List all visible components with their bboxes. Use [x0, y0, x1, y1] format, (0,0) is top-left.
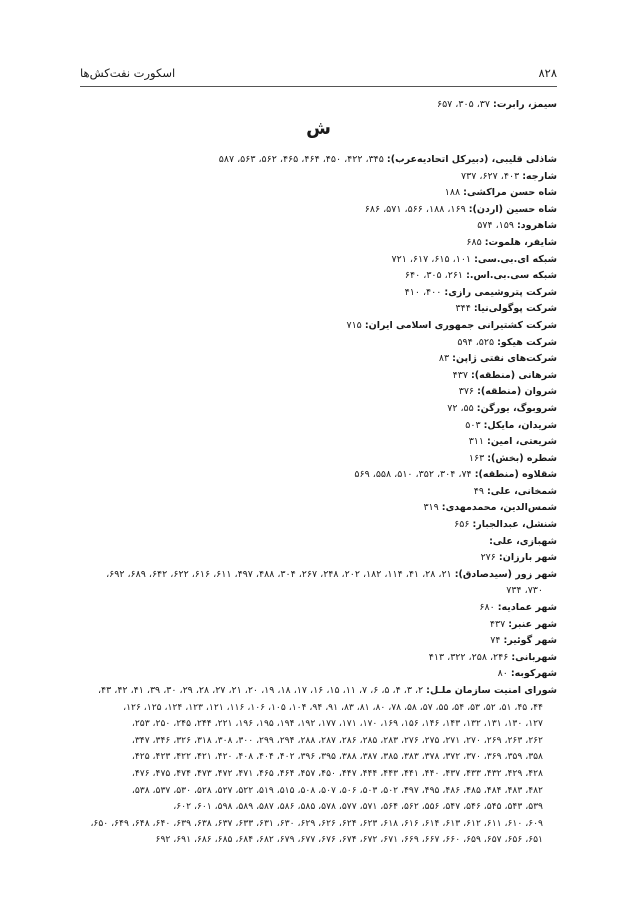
entry-continuation-line: ۴۸۲، ۴۸۳، ۴۸۴، ۴۸۵، ۴۸۶، ۴۹۵، ۴۹۷، ۵۰۲، ۵۰۳، ۵۰۶، ۵۰۷، ۵۰۸، ۵۱۵، ۵۱۹، ۵۲۲، ۵۲۷، ۵۲۸، ۵۳۰، ۵۳۷، ۵۳۸، — [131, 784, 543, 796]
entry-pages: ۱۵۹، ۵۷۴ — [477, 220, 517, 232]
entry-pages: ۲۱، ۲۸، ۴۱، ۱۱۴، ۱۸۲، ۲۰۲، ۲۴۸، ۲۶۷، ۳۰۴، ۴۸۸، ۴۹۷، ۶۱۱، ۶۱۶، ۶۲۲، ۶۴۲، ۶۸۹، ۶۹۲، — [106, 568, 455, 580]
entry-line — [80, 633, 557, 650]
entry-name: شروبوگ، یورگن: — [476, 402, 557, 414]
entry-name: شروان (منطقه): — [477, 386, 557, 398]
entry-name: شریعتی، امین: — [487, 436, 557, 448]
entry-name: شایفر، هلموت: — [484, 236, 557, 248]
entry-line — [80, 550, 557, 567]
entry-continuation-line: ۴۴، ۴۵، ۵۱، ۵۲، ۵۳، ۵۴، ۵۵، ۵۷، ۵۸، ۷۸، ۸۰، ۸۱، ۸۳، ۹۱، ۹۴، ۱۰۴، ۱۰۵، ۱۰۶، ۱۱۶، ۱۲۱، ۱۲۳، ۱۲۴، ۱۲۵، ۱۲۶، — [123, 701, 543, 713]
index-entry — [80, 218, 557, 235]
entry-pages: ۷۴ — [490, 635, 504, 647]
entry-pages: ۳۷، ۳۰۵، ۶۵۷ — [436, 99, 494, 110]
entry-pages: ۴۰۳، ۶۲۷، ۷۳۷ — [461, 170, 523, 182]
index-entry — [80, 467, 557, 484]
entry-name: شرکت پوگولی‌نیا: — [473, 303, 557, 315]
index-entry — [80, 517, 557, 534]
running-header-title: اسکورت نفت‌کش‌ها — [80, 66, 176, 80]
entry-pages: ۸۳ — [438, 353, 453, 365]
index-entry — [80, 285, 557, 302]
entry-name: شهر عمادیه: — [497, 602, 557, 614]
entry-pages: ۲۷۶ — [480, 552, 499, 564]
index-entry — [80, 268, 557, 285]
entry-continuation-line: ۴۲۸، ۴۲۹، ۴۳۲، ۴۳۳، ۴۳۷، ۴۴۰، ۴۴۱، ۴۴۳، ۴۴۴، ۴۴۷، ۴۵۰، ۴۵۷، ۴۶۴، ۴۶۵، ۴۷۱، ۴۷۲، ۴۷۳، ۴۷۴، ۴۷۵، ۴۷۶، — [131, 767, 543, 779]
entry-name: شرکت‌های نفتی ژاپن: — [452, 353, 557, 365]
entry-name: شهر بارزان: — [498, 552, 557, 564]
entry-name: شارجه: — [522, 170, 557, 182]
entry-pages: ۱۰۱، ۶۱۵، ۶۱۷، ۷۲۱ — [391, 253, 475, 265]
entry-line — [80, 252, 557, 269]
entry-pages: ۷۴، ۳۰۴، ۳۵۲، ۵۱۰، ۵۵۸، ۵۶۹ — [354, 469, 475, 481]
entry-pages: ۳۴۴ — [455, 303, 474, 315]
index-entry — [80, 368, 557, 385]
entry-pages: ۴۰۰، ۴۱۰ — [404, 286, 445, 298]
entry-pages: ۵۰۳ — [465, 419, 484, 431]
entry-line — [80, 683, 557, 700]
index-entry — [80, 384, 557, 401]
entry-pages: ۴۹ — [473, 485, 487, 497]
index-entry — [80, 418, 557, 435]
entry-name: شاه حسن مراکشی: — [463, 187, 557, 199]
entry-name: شرکت کشتیرانی جمهوری اسلامی ایران: — [364, 319, 557, 331]
entry-name: شطره (بخش): — [487, 452, 557, 464]
entry-continuation-line: ۳۵۸، ۳۵۹، ۳۶۹، ۳۷۰، ۳۷۲، ۳۷۸، ۳۸۳، ۳۸۵، ۳۸۷، ۳۸۸، ۳۹۵، ۳۹۶، ۴۰۲، ۴۰۴، ۴۰۸، ۴۲۰، ۴۲۱، ۴۲۲، ۴۲۳، ۴۲۵، — [131, 751, 543, 763]
entry-line — [80, 418, 557, 435]
entry-line — [80, 567, 557, 584]
index-entry — [80, 252, 557, 269]
entry-line — [80, 185, 557, 202]
entry-pages: ۳۴۵، ۴۲۲، ۴۵۰، ۴۶۴، ۴۶۵، ۵۶۲، ۵۶۳، ۵۸۷ — [218, 154, 387, 165]
index-entry — [80, 169, 557, 186]
entry-name: شهر عنبر: — [508, 618, 557, 630]
entry-pages: ۲۴۶، ۲۵۸، ۳۲۲، ۴۱۳ — [428, 651, 512, 663]
entry-name: شرکت هیکو: — [497, 336, 557, 348]
entry-continuation-line: ۷۳۰، ۷۳۴ — [506, 585, 543, 597]
entry-line — [80, 368, 557, 385]
index-entry — [80, 451, 557, 468]
entry-name: شریدان، مایکل: — [483, 419, 557, 431]
entry-line — [80, 169, 557, 186]
index-entry — [80, 152, 557, 169]
entry-pages: ۶۵۶ — [454, 519, 473, 531]
entry-name: شورای امنیت سازمان ملـل: — [426, 685, 557, 696]
entry-continuation-line: ۶۰۹، ۶۱۰، ۶۱۱، ۶۱۲، ۶۱۳، ۶۱۴، ۶۱۶، ۶۱۸، ۶۲۳، ۶۲۴، ۶۲۶، ۶۲۹، ۶۳۰، ۶۳۱، ۶۳۳، ۶۳۷، ۶۳۸، ۶۳۹، ۶۴۰، ۶۴۸، ۶۴۹، ۶۵۰، — [90, 817, 543, 829]
entry-line — [80, 467, 557, 484]
index-entries — [80, 152, 557, 849]
entry-name: شرهانی (منطقه): — [471, 369, 557, 381]
entry-pages: ۳۷۶ — [458, 386, 478, 398]
entry-name: شهر گوئیر: — [503, 635, 557, 647]
entry-line — [80, 401, 557, 418]
index-entry — [80, 567, 557, 600]
entry-name: شاهرود: — [517, 220, 557, 232]
entry-line — [80, 434, 557, 451]
index-entry — [80, 534, 557, 551]
entry-name: شهبازی، علی: — [489, 535, 557, 547]
entry-line — [80, 517, 557, 534]
entry-pages: ۷۱۵ — [346, 319, 365, 331]
entry-pages: ۶۸۵ — [466, 236, 485, 248]
entry-line — [80, 318, 557, 335]
entry-name: شمخانی، علی: — [487, 485, 557, 497]
index-entry — [80, 318, 557, 335]
entry-name: شقلاوه (منطقه): — [474, 469, 557, 481]
entry-line — [80, 268, 557, 285]
entry-pages: ۳۱۹ — [423, 502, 442, 514]
entry-line — [80, 617, 557, 634]
entry-pages: ۱۶۳ — [468, 452, 488, 464]
entry-name: شنشل، عبدالجبار: — [472, 519, 557, 531]
index-entry — [80, 484, 557, 501]
entry-name: شهربانی: — [511, 651, 557, 663]
index-entry — [80, 650, 557, 667]
index-entry — [80, 666, 557, 683]
section-letter-heading: ش — [306, 118, 331, 139]
entry-line — [80, 484, 557, 501]
entry-line — [80, 650, 557, 667]
entry-line — [80, 600, 557, 617]
entry-name: شاذلی قلیبی، (دبیرکل اتحادیه‌عرب): — [386, 154, 557, 165]
index-entry — [80, 500, 557, 517]
entry-pages: ۸۰ — [497, 668, 511, 680]
index-entry — [80, 633, 557, 650]
entry-pages: ۵۲۵، ۵۹۴ — [457, 336, 498, 348]
entry-pages: ۶۸۰ — [479, 602, 498, 614]
entry-line — [80, 202, 557, 219]
header-rule — [80, 86, 557, 87]
entry-name: شبکه سی.بی.اس.: — [466, 270, 557, 282]
page-number: ۸۲۸ — [538, 66, 557, 80]
index-entry — [80, 202, 557, 219]
entry-continuation-line: ۵۳۹، ۵۴۳، ۵۴۵، ۵۴۶، ۵۴۷، ۵۵۶، ۵۶۲، ۵۶۴، ۵۷۱، ۵۷۷، ۵۷۸، ۵۸۵، ۵۸۶، ۵۸۷، ۵۸۹، ۵۹۸، ۶۰۱، ۶۰۲، — [173, 801, 543, 813]
index-entry — [80, 617, 557, 634]
entry-name: شمس‌الدین، محمدمهدی: — [441, 502, 557, 514]
entry-line — [80, 534, 557, 551]
entry-line — [80, 235, 557, 252]
index-entry — [80, 600, 557, 617]
entry-pages: ۱۶۹، ۱۸۸، ۵۶۶، ۵۷۱، ۶۸۶ — [364, 203, 469, 215]
entry-name: شبکه ای.بی.سی: — [474, 253, 557, 265]
entry-continuation-line: ۶۵۱، ۶۵۶، ۶۵۷، ۶۵۹، ۶۶۰، ۶۶۷، ۶۶۹، ۶۷۱، ۶۷۲، ۶۷۴، ۶۷۶، ۶۷۷، ۶۷۹، ۶۸۲، ۶۸۴، ۶۸۵، ۶۸۶، ۶۹۱، ۶۹۲ — [155, 834, 543, 846]
entry-pages: ۳۱۱ — [468, 436, 488, 448]
entry-pages: ۲، ۳، ۴، ۵، ۶، ۷، ۱۱، ۱۵، ۱۶، ۱۷، ۱۸، ۱۹، ۲۰، ۲۱، ۲۷، ۲۸، ۲۹، ۳۰، ۳۹، ۴۱، ۴۲، ۴۳، — [97, 685, 427, 696]
index-entry — [80, 301, 557, 318]
index-entry — [80, 683, 557, 849]
entry-pages: ۴۳۷ — [452, 369, 471, 381]
entry-line — [80, 335, 557, 352]
entry-name: شهر زور (سیدصادق): — [454, 568, 557, 580]
entry-continuation-line: ۲۶۲، ۲۶۳، ۲۶۹، ۲۷۰، ۲۷۱، ۲۷۵، ۲۷۶، ۲۸۳، ۲۸۵، ۲۸۶، ۲۸۷، ۲۸۸، ۲۹۴، ۲۹۹، ۳۰۰، ۳۰۸، ۳۱۸، ۳۲۶، ۳۴۶، ۳۴۷، — [131, 734, 543, 746]
entry-line — [80, 218, 557, 235]
entry-name: شاه حسین (اردن): — [468, 203, 557, 215]
index-entry — [80, 185, 557, 202]
entry-pages: ۴۳۷ — [489, 618, 509, 630]
entry-name: شرکت پتروشیمی رازی: — [444, 286, 557, 298]
entry-line — [80, 301, 557, 318]
entry-line — [80, 351, 557, 368]
index-entry — [80, 550, 557, 567]
entry-line — [80, 500, 557, 517]
entry-name: شهرکوبه: — [510, 668, 557, 680]
entry-line — [80, 384, 557, 401]
index-entry — [80, 351, 557, 368]
entry-pages: ۵۵، ۷۲ — [447, 402, 477, 414]
index-entry-first — [437, 97, 557, 113]
index-entry — [80, 401, 557, 418]
entry-line — [80, 451, 557, 468]
entry-pages: ۱۸۸ — [444, 187, 464, 199]
entry-pages: ۲۶۱، ۳۰۵، ۶۴۰ — [404, 270, 467, 282]
index-entry — [80, 434, 557, 451]
index-entry — [80, 335, 557, 352]
entry-line — [80, 285, 557, 302]
entry-name: سیمز، رابرت: — [493, 99, 557, 110]
entry-line — [80, 666, 557, 683]
entry-continuation-line: ۱۲۷، ۱۳۰، ۱۳۱، ۱۳۲، ۱۴۳، ۱۴۶، ۱۵۶، ۱۶۹، ۱۷۰، ۱۷۱، ۱۷۷، ۱۹۲، ۱۹۴، ۱۹۵، ۱۹۶، ۲۲۱، ۲۴۴، ۲۴۵، ۲۵۰، ۲۵۳، — [131, 718, 543, 730]
entry-line — [80, 152, 557, 169]
index-entry — [80, 235, 557, 252]
